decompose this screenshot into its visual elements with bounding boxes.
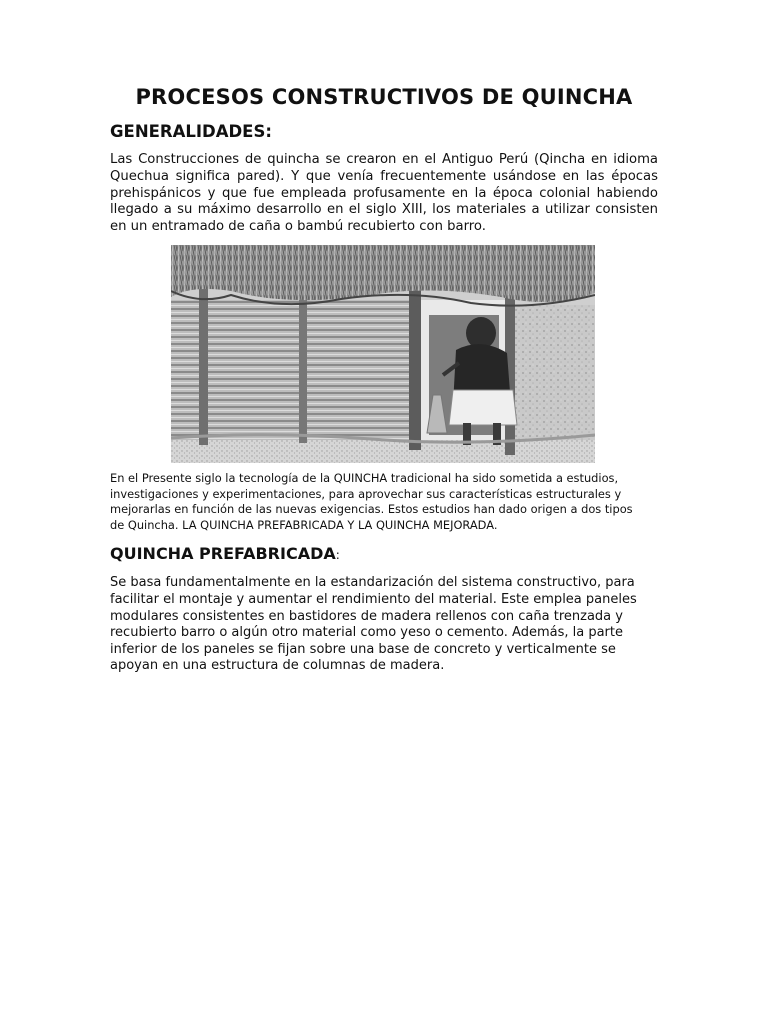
section-heading-generalidades: GENERALIDADES:: [110, 122, 272, 141]
heading-colon: :: [335, 548, 340, 563]
quincha-house-photo: [171, 245, 595, 463]
paragraph-presente-siglo: En el Presente siglo la tecnología de la QUINCHA tradicional ha sido sometida a estudios, investigaciones y experimentaciones, para aprovechar sus características estructurales y mejorarlas en función de las nuevas exigencias. Estos estudios han dado origen a dos tipos de Quincha. LA QUINCHA PREFABRICADA Y LA QUINCHA MEJORADA.: [110, 470, 633, 532]
photo-illustration: [171, 245, 595, 463]
document-page: [110, 82, 658, 675]
paragraph-generalidades: Las Construcciones de quincha se crearon en el Antiguo Perú (Qincha en idioma Quechua significa pared). Y que venía frecuentemente usándose en las épocas prehispánicos y que fue empleada profusamente en la época colonial habiendo llegado a su máximo desarrollo en el siglo XIII, los materiales a utilizar consisten en un entramado de caña o bambú recubierto con barro.: [110, 152, 658, 235]
document-title: PROCESOS CONSTRUCTIVOS DE QUINCHA: [135, 85, 633, 109]
section-heading-quincha-prefabricada: [110, 542, 658, 567]
paragraph-quincha-prefabricada: Se basa fundamentalmente en la estandarización del sistema constructivo, para facilitar el montaje y aumentar el rendimiento del material. Este emplea paneles modulares consistentes en bastidores de madera rellenos con caña trenzada y recubierto barro o algún otro material como yeso o cemento. Además, la parte inferior de los paneles se fijan sobre una base de concreto y verticalmente se apoyan en una estructura de columnas de madera.: [110, 575, 637, 674]
heading-text: QUINCHA PREFABRICADA: [110, 544, 336, 564]
